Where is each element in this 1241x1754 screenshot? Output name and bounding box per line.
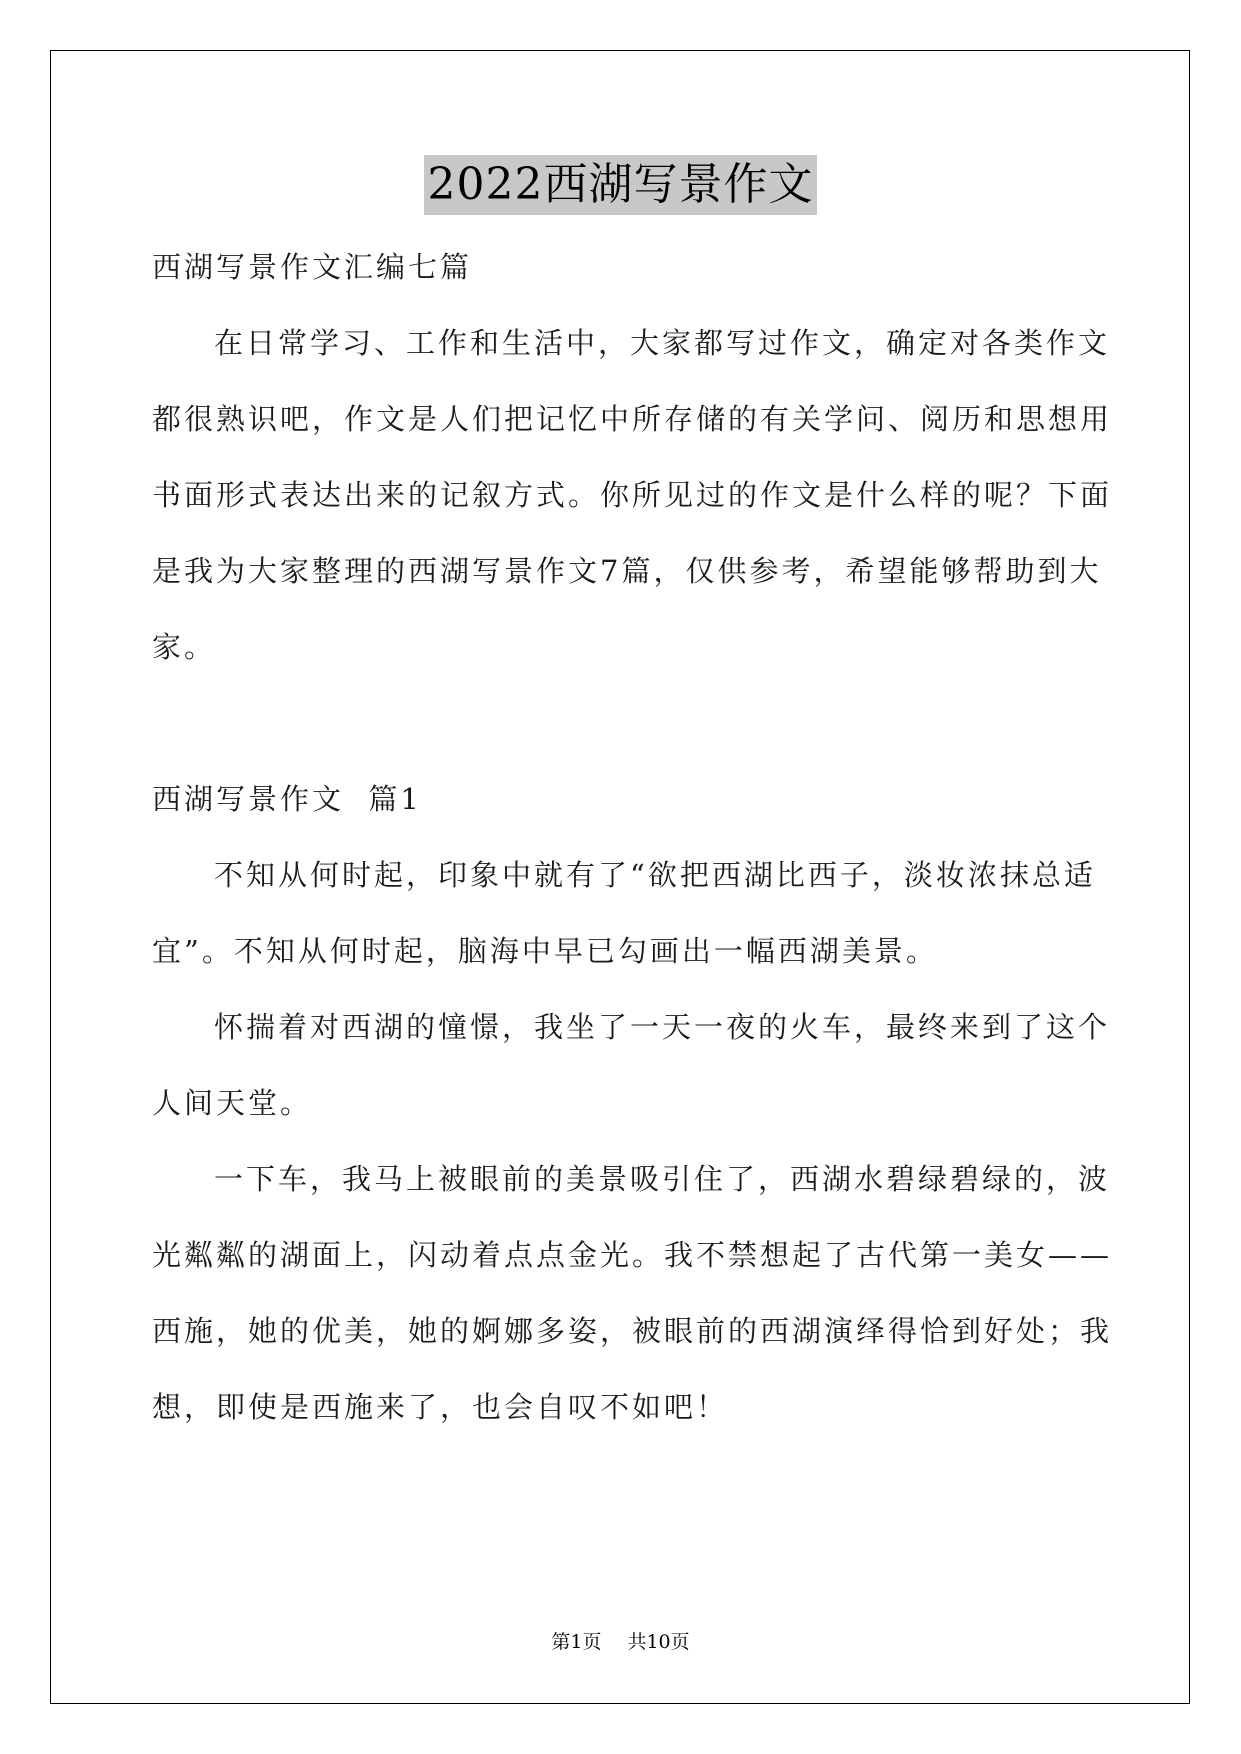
body-line: 宜”。不知从何时起，脑海中早已勾画出一幅西湖美景。 <box>152 934 938 968</box>
intro-line: 书面形式表达出来的记叙方式。你所见过的作文是什么样的呢？下面 <box>152 478 1113 512</box>
section-heading: 西湖写景作文 篇1 <box>152 782 422 816</box>
body-line: 西施，她的优美，她的婀娜多姿，被眼前的西湖演绎得恰到好处；我 <box>152 1314 1113 1348</box>
page-total: 共10页 <box>627 1631 690 1653</box>
body-line: 光粼粼的湖面上，闪动着点点金光。我不禁想起了古代第一美女—— <box>152 1238 1113 1272</box>
page-footer <box>0 1627 1241 1654</box>
page-number: 第1页 <box>551 1631 602 1653</box>
body-line: 人间天堂。 <box>152 1086 313 1120</box>
intro-line: 在日常学习、工作和生活中，大家都写过作文，确定对各类作文 <box>214 326 1111 360</box>
title-container <box>0 155 1241 215</box>
body-line: 怀揣着对西湖的憧憬，我坐了一天一夜的火车，最终来到了这个 <box>214 1010 1111 1044</box>
intro-line: 家。 <box>152 630 217 664</box>
body-line: 想，即使是西施来了，也会自叹不如吧！ <box>152 1390 729 1424</box>
body-line: 不知从何时起，印象中就有了“欲把西湖比西子，淡妆浓抹总适 <box>214 858 1096 892</box>
intro-line: 是我为大家整理的西湖写景作文7篇，仅供参考，希望能够帮助到大 <box>152 554 1102 588</box>
intro-line: 都很熟识吧，作文是人们把记忆中所存储的有关学问、阅历和思想用 <box>152 402 1113 436</box>
paragraph-gap <box>152 696 1092 772</box>
document-title: 2022西湖写景作文 <box>424 155 818 215</box>
body-line: 一下车，我马上被眼前的美景吸引住了，西湖水碧绿碧绿的，波 <box>214 1162 1111 1196</box>
document-body <box>152 240 1113 1456</box>
document-subtitle: 西湖写景作文汇编七篇 <box>152 250 473 284</box>
